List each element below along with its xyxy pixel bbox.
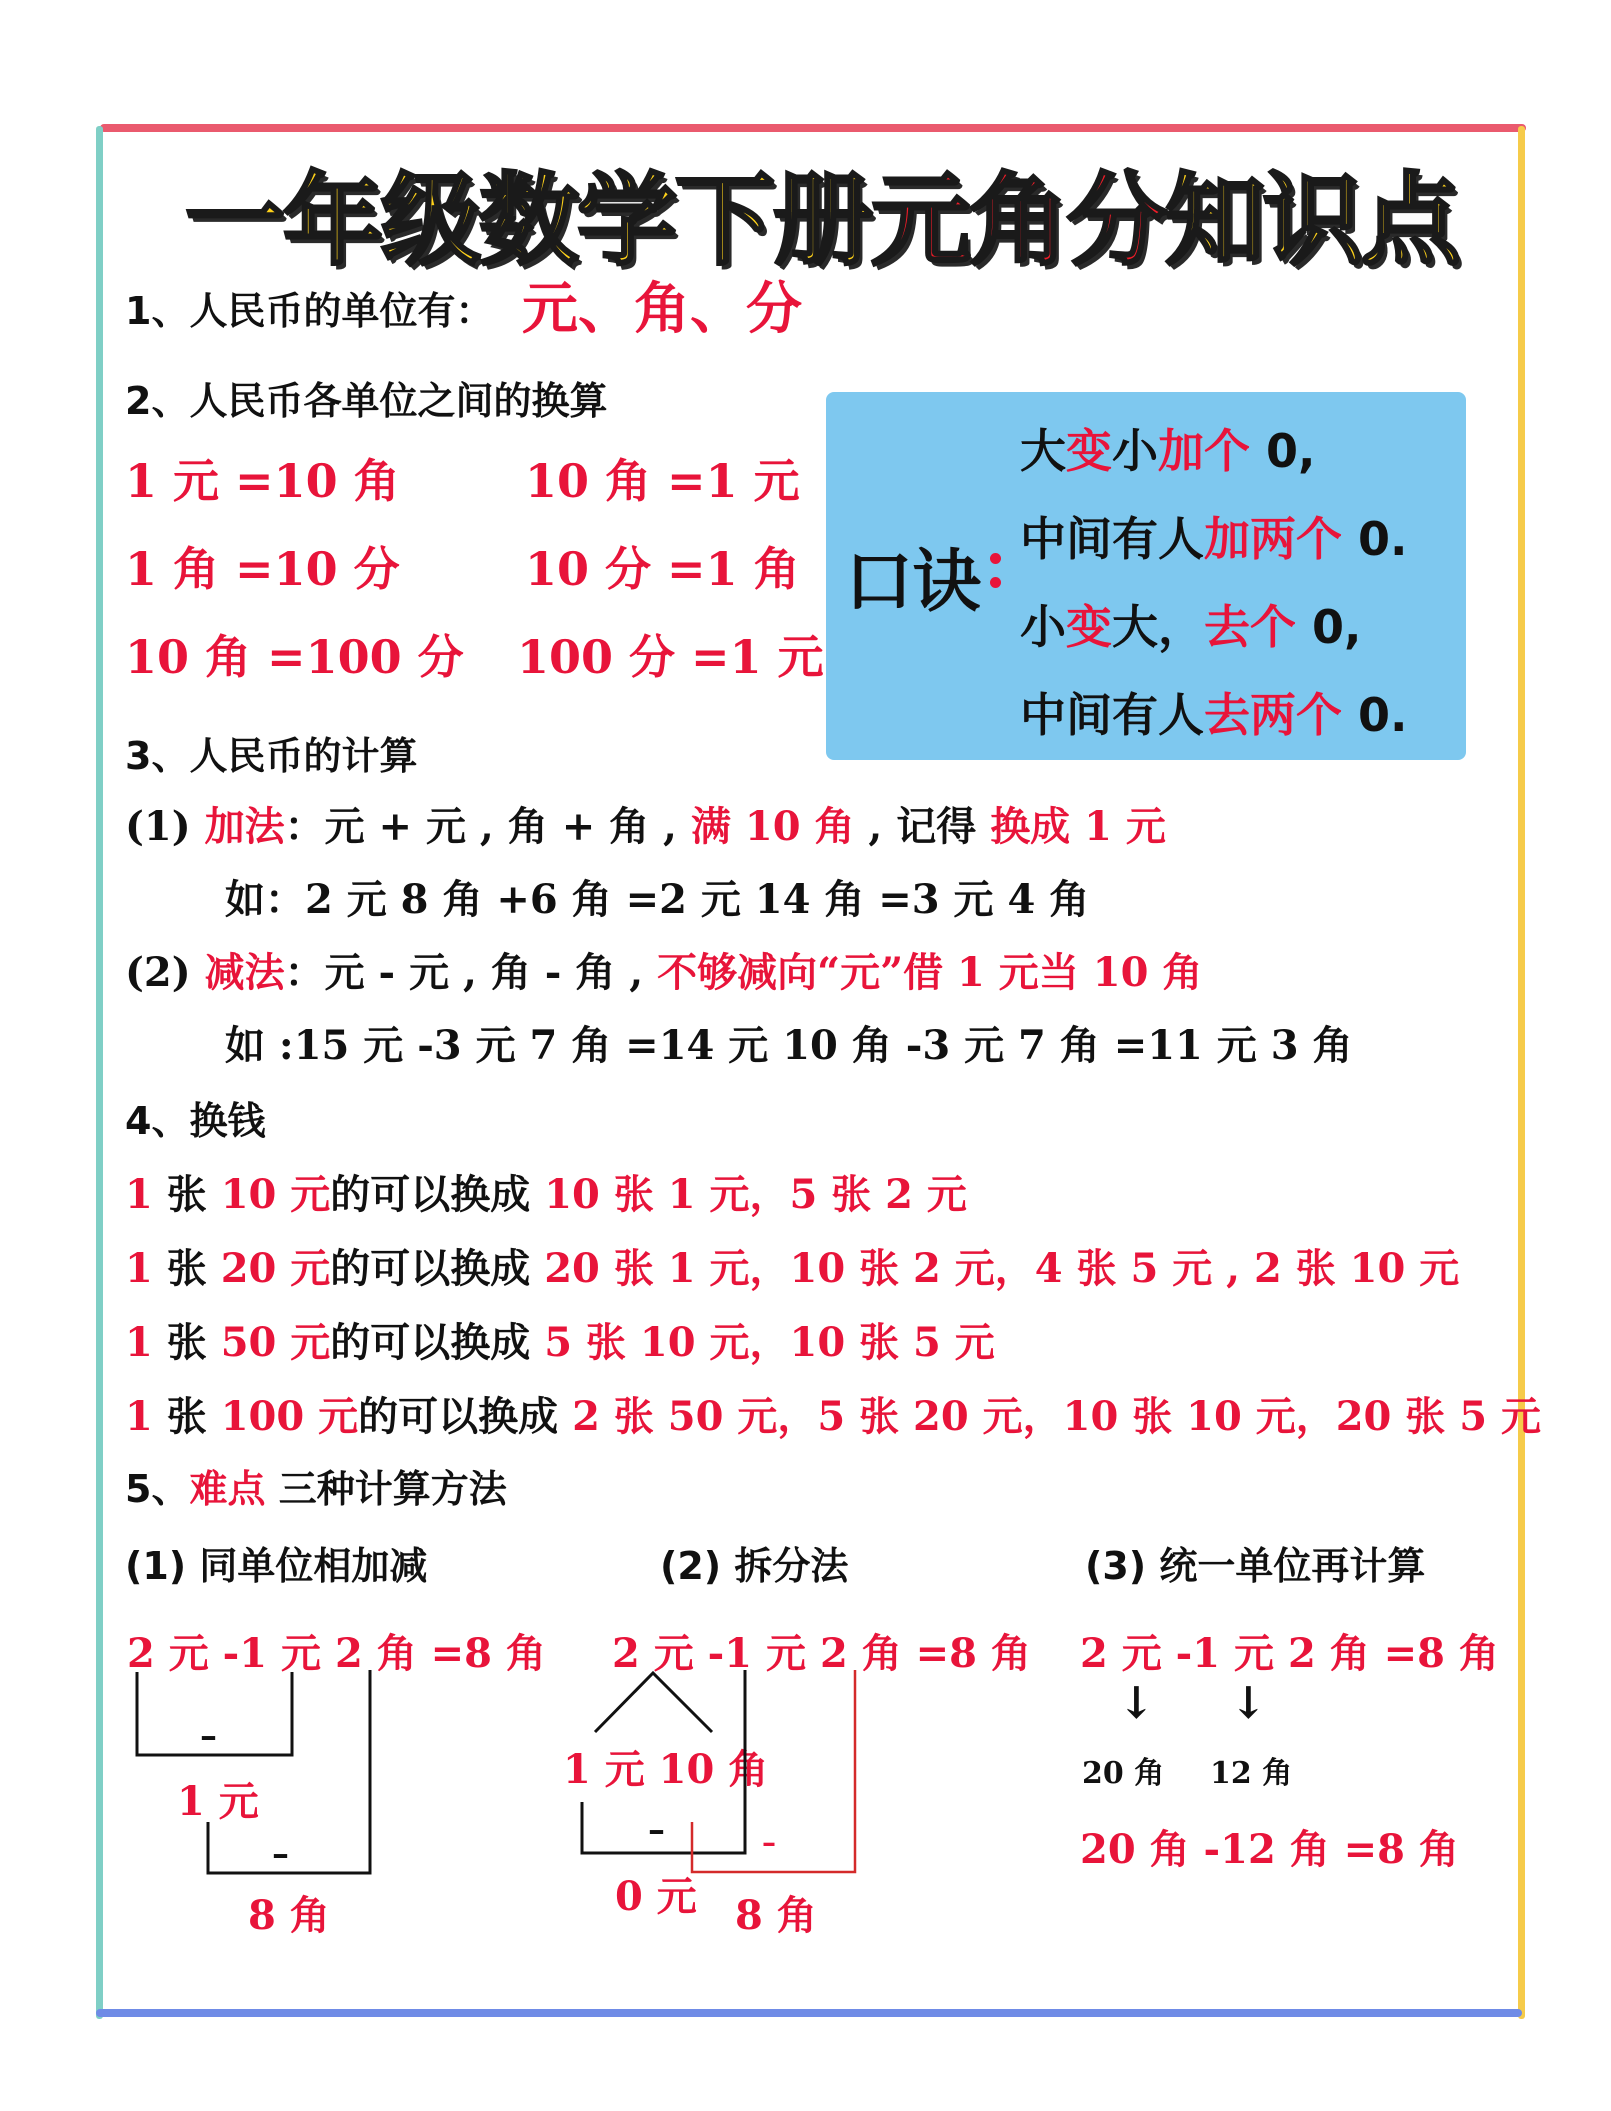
exchange-part-a: 1: [125, 1319, 153, 1366]
method-3-label: (3) 统一单位再计算: [1085, 1544, 1426, 1588]
border-right: [1518, 126, 1525, 2019]
addition-highlight-1: 满 10 角: [690, 803, 855, 850]
addition-rule-text: ：元 + 元 , 角 + 角 ,: [284, 803, 677, 850]
exchange-part-c: 100 元: [206, 1393, 359, 1440]
subtraction-highlight: 不够减向“元”借 1 元当 10 角: [657, 949, 1203, 996]
mnemonic-line-1: [1020, 415, 1316, 481]
method-3-conv-2: 12 角: [1210, 1756, 1293, 1791]
mnemonic-segment: 小: [1112, 424, 1158, 478]
section5-heading: [125, 1458, 507, 1513]
mnemonic-segment: 大: [1020, 424, 1066, 478]
subtraction-rule-text: ：元 - 元 , 角 - 角 ,: [284, 949, 644, 996]
exchange-part-c: 10 元: [206, 1171, 331, 1218]
mnemonic-line-2: [1020, 503, 1408, 569]
mnemonic-segment: 0,: [1250, 424, 1316, 478]
section5-prefix: 5、: [125, 1467, 190, 1511]
page-title: [185, 140, 1459, 284]
exchange-row: [125, 1237, 1459, 1294]
exchange-row: [125, 1385, 1541, 1442]
title-part-2: 元角分: [871, 162, 1165, 279]
title-part-3: 知识点: [1165, 162, 1459, 279]
method-2-equation: 2 元 -1 元 2 角 =8 角: [612, 1630, 1031, 1677]
mnemonic-segment: 加个: [1158, 424, 1250, 478]
mnemonic-segment: 去两个: [1204, 688, 1342, 742]
method-2-minus-2: –: [762, 1826, 776, 1859]
addition-mid: , 记得: [868, 803, 977, 850]
exchange-part-e: 20 张 1 元，10 张 2 元，4 张 5 元 , 2 张 10 元: [530, 1245, 1460, 1292]
border-top: [100, 124, 1526, 132]
section3-heading: 3、人民币的计算: [125, 734, 418, 778]
conversion-right-2: 10 分 =1 角: [525, 542, 800, 596]
method-3-equation: 2 元 -1 元 2 角 =8 角: [1080, 1630, 1499, 1677]
exchange-part-e: 10 张 1 元，5 张 2 元: [530, 1171, 967, 1218]
addition-highlight-2: 换成 1 元: [990, 803, 1166, 850]
exchange-row: [125, 1311, 995, 1368]
method-2-result-jiao: 8 角: [735, 1892, 817, 1939]
mnemonic-segment: 变: [1066, 600, 1112, 654]
method-1-minus-2: –: [272, 1834, 289, 1874]
exchange-part-b: 张: [152, 1393, 207, 1440]
arrow-down-icon: ↓: [1118, 1678, 1155, 1729]
method-1-step1: 1 元: [177, 1778, 259, 1825]
exchange-part-b: 张: [152, 1245, 207, 1292]
method-2-split: 1 元 10 角: [563, 1746, 769, 1793]
mnemonic-colon: [990, 553, 1001, 591]
addition-example: 如：2 元 8 角 +6 角 =2 元 14 角 =3 元 4 角: [225, 876, 1090, 923]
exchange-part-c: 20 元: [206, 1245, 331, 1292]
conversion-left-2: 1 角 =10 分: [125, 542, 400, 596]
mnemonic-segment: 变: [1066, 424, 1112, 478]
method-3-conv-1: 20 角: [1082, 1756, 1165, 1791]
exchange-part-a: 1: [125, 1393, 153, 1440]
exchange-part-a: 1: [125, 1171, 153, 1218]
mnemonic-segment: 0.: [1342, 688, 1408, 742]
exchange-row: [125, 1163, 967, 1220]
conversion-left-3: 10 角 =100 分: [125, 630, 464, 684]
addition-name: 加法: [204, 803, 285, 850]
section1-units: 元、角、分: [522, 277, 802, 342]
section2-heading: 2、人民币各单位之间的换算: [125, 379, 608, 423]
addition-prefix: (1): [125, 803, 191, 850]
exchange-part-d: 的可以换成: [330, 1171, 531, 1218]
exchange-part-e: 2 张 50 元，5 张 20 元，10 张 10 元，20 张 5 元: [558, 1393, 1541, 1440]
exchange-part-d: 的可以换成: [330, 1245, 531, 1292]
exchange-part-c: 50 元: [206, 1319, 331, 1366]
subtraction-rule: [125, 941, 1202, 998]
method-1-minus-1: –: [200, 1716, 217, 1756]
conversion-right-3: 100 分 =1 元: [517, 630, 824, 684]
mnemonic-segment: 中间有人: [1020, 512, 1204, 566]
subtraction-name: 减法: [204, 949, 285, 996]
method-2-minus-1: –: [648, 1810, 665, 1850]
subtraction-example: 如 :15 元 -3 元 7 角 =14 元 10 角 -3 元 7 角 =11 元 3 角: [225, 1022, 1353, 1069]
subtraction-prefix: (2): [125, 949, 191, 996]
section5-highlight: 难点: [189, 1467, 266, 1511]
mnemonic-segment: 大，: [1112, 600, 1204, 654]
method-1-step2: 8 角: [248, 1892, 330, 1939]
section5-rest: 三种计算方法: [265, 1467, 507, 1511]
mnemonic-segment: 0.: [1342, 512, 1408, 566]
section1-heading: 1、人民币的单位有：: [125, 289, 494, 333]
method-2-label: (2) 拆分法: [660, 1544, 849, 1588]
mnemonic-segment: 去个: [1204, 600, 1296, 654]
exchange-part-b: 张: [152, 1319, 207, 1366]
mnemonic-segment: 小: [1020, 600, 1066, 654]
method-3-final: 20 角 -12 角 =8 角: [1080, 1826, 1459, 1873]
method-1-equation: 2 元 -1 元 2 角 =8 角: [127, 1630, 546, 1677]
exchange-part-e: 5 张 10 元，10 张 5 元: [530, 1319, 995, 1366]
exchange-part-a: 1: [125, 1245, 153, 1292]
mnemonic-segment: 加两个: [1204, 512, 1342, 566]
method-1-label: (1) 同单位相加减: [125, 1544, 428, 1588]
mnemonic-segment: 0,: [1296, 600, 1362, 654]
section4-heading: 4、换钱: [125, 1099, 266, 1143]
conversion-right-1: 10 角 =1 元: [525, 454, 800, 508]
exchange-part-d: 的可以换成: [358, 1393, 559, 1440]
mnemonic-line-4: [1020, 679, 1408, 745]
addition-rule: [125, 795, 1166, 852]
arrow-down-icon: ↓: [1230, 1678, 1267, 1729]
method-2-result-yuan: 0 元: [615, 1873, 697, 1920]
title-part-1: 一年级数学下册: [185, 162, 871, 279]
border-left: [96, 126, 103, 2019]
border-bottom: [96, 2009, 1522, 2017]
exchange-part-b: 张: [152, 1171, 207, 1218]
mnemonic-segment: 中间有人: [1020, 688, 1204, 742]
mnemonic-label: 口诀: [845, 543, 982, 622]
conversion-left-1: 1 元 =10 角: [125, 454, 400, 508]
exchange-part-d: 的可以换成: [330, 1319, 531, 1366]
mnemonic-line-3: [1020, 591, 1362, 657]
